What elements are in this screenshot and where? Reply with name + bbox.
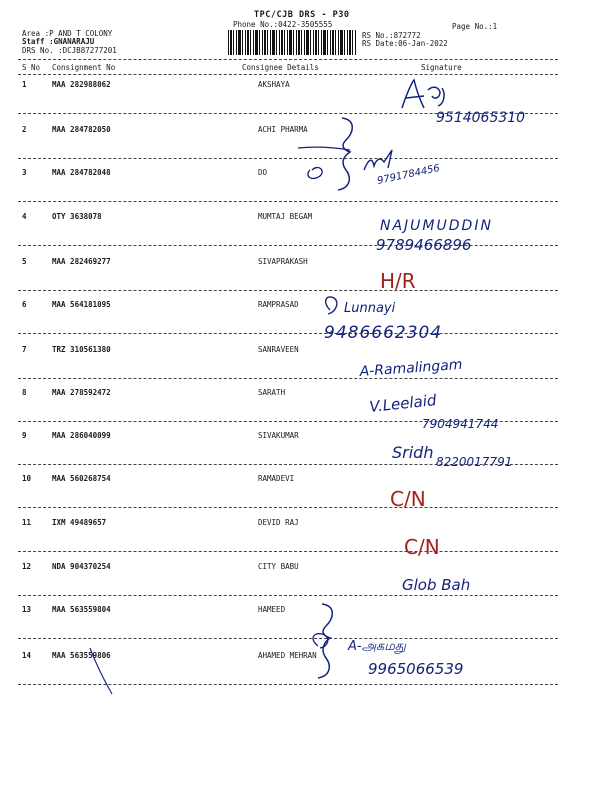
handwritten-phone-14: 9965066539 [368, 660, 464, 678]
consignment-number: MAA 286040099 [52, 431, 111, 440]
handwritten-name-7: A-Ramalingam [359, 356, 463, 380]
consignment-number: OTY 3638078 [52, 212, 102, 221]
column-header-consignment: Consignment No [52, 63, 116, 72]
row-sno: 1 [22, 80, 27, 89]
row-sno: 5 [22, 257, 27, 266]
row-sno: 13 [22, 605, 32, 614]
row-divider [18, 421, 558, 422]
consignment-number: MAA 278592472 [52, 388, 111, 397]
consignee-name: SIVAPRAKASH [258, 257, 308, 266]
row-divider [18, 113, 558, 114]
barcode [228, 30, 356, 55]
handwritten-note-10: C/N [390, 487, 426, 511]
list-item [0, 431, 600, 441]
consignment-number: MAA 282469277 [52, 257, 111, 266]
handwritten-phone-1: 9514065310 [436, 110, 526, 126]
page-number: Page No.:1 [452, 22, 498, 31]
list-item [0, 562, 600, 572]
consignee-name: CITY BABU [258, 562, 299, 571]
row-divider [18, 201, 558, 202]
handwritten-note-5: H/R [380, 269, 416, 293]
consignment-number: MAA 563559806 [52, 651, 111, 660]
staff-label: Staff :GNANARAJU [22, 37, 95, 46]
consignee-name: DO [258, 168, 268, 177]
consignee-name: RAMADEVI [258, 474, 295, 483]
list-item [0, 80, 600, 90]
drs-number: DRS No. :DCJB87277201 [22, 46, 117, 55]
consignment-number: TRZ 310561380 [52, 345, 111, 354]
handwritten-name-8: V.Leelaid [368, 391, 438, 416]
phone-number: Phone No.:0422-3505555 [233, 20, 333, 29]
row-sno: 12 [22, 562, 32, 571]
row-sno: 2 [22, 125, 27, 134]
row-sno: 10 [22, 474, 32, 483]
consignment-number: MAA 284782048 [52, 168, 111, 177]
divider [18, 59, 558, 60]
consignment-number: MAA 564181095 [52, 300, 111, 309]
signature-stroke-3b [364, 150, 392, 170]
consignment-number: MAA 560268754 [52, 474, 111, 483]
handwritten-phone-4: 9789466896 [376, 236, 472, 254]
divider [18, 74, 558, 75]
rs-date: RS Date:06-Jan-2022 [362, 39, 448, 48]
row-sno: 11 [22, 518, 32, 527]
handwritten-phone-3: 9791784456 [376, 162, 441, 187]
consignee-name: RAMPRASAD [258, 300, 299, 309]
handwritten-name-12: Glob Bah [402, 576, 471, 594]
row-divider [18, 595, 558, 596]
row-divider [18, 638, 558, 639]
handwritten-name-6: Lunnayi [344, 301, 396, 316]
brace-stroke-13-14 [318, 604, 332, 678]
row-divider [18, 245, 558, 246]
list-item [0, 474, 600, 484]
list-item [0, 388, 600, 398]
list-item [0, 518, 600, 528]
row-sno: 3 [22, 168, 27, 177]
handwritten-note-11: C/N [404, 535, 440, 559]
column-header-consignee: Consignee Details [242, 63, 319, 72]
handwritten-phone-6: 9486662304 [324, 323, 443, 343]
row-divider [18, 290, 558, 291]
list-item [0, 168, 600, 178]
list-item [0, 345, 600, 355]
list-item [0, 257, 600, 267]
consignment-number: IXM 49489657 [52, 518, 107, 527]
consignee-name: SARATH [258, 388, 286, 397]
consignee-name: HAMEED [258, 605, 286, 614]
consignment-number: MAA 282988062 [52, 80, 111, 89]
area-label: Area :P AND T COLONY [22, 29, 113, 38]
handwritten-name-9: Sridh [392, 443, 434, 462]
row-divider [18, 684, 558, 685]
row-divider [18, 464, 558, 465]
consignment-number: MAA 284782050 [52, 125, 111, 134]
consignee-name: AKSHAYA [258, 80, 290, 89]
consignee-name: DEVID RAJ [258, 518, 299, 527]
row-divider [18, 333, 558, 334]
row-sno: 14 [22, 651, 32, 660]
consignee-name: MUMTAJ BEGAM [258, 212, 313, 221]
column-header-sno: S No [22, 63, 41, 72]
list-item [0, 300, 600, 310]
handwritten-name-4: NAJUMUDDIN [380, 218, 493, 234]
consignee-name: ACHI PHARMA [258, 125, 308, 134]
row-sno: 6 [22, 300, 27, 309]
handwritten-phone-8: 7904941744 [422, 417, 499, 431]
list-item [0, 212, 600, 222]
sheet-title: TPC/CJB DRS - P30 [254, 10, 350, 20]
consignment-number: NDA 904370254 [52, 562, 111, 571]
signature-stroke-14 [313, 634, 328, 648]
list-item [0, 605, 600, 615]
row-divider [18, 158, 558, 159]
list-item [0, 651, 600, 661]
row-divider [18, 551, 558, 552]
row-divider [18, 507, 558, 508]
row-sno: 7 [22, 345, 27, 354]
consignment-number: MAA 563559804 [52, 605, 111, 614]
consignee-name: SANRAVEEN [258, 345, 299, 354]
row-sno: 9 [22, 431, 27, 440]
handwritten-name-14: A-அகமது [348, 639, 407, 654]
row-sno: 4 [22, 212, 27, 221]
list-item [0, 125, 600, 135]
row-sno: 8 [22, 388, 27, 397]
column-header-signature: Signature [421, 63, 462, 72]
row-divider [18, 378, 558, 379]
consignee-name: SIVAKUMAR [258, 431, 299, 440]
consignee-name: AHAMED MEHRAN [258, 651, 317, 660]
rs-number: RS No.:872772 [362, 31, 421, 40]
handwritten-phone-9: 8220017791 [436, 455, 513, 469]
